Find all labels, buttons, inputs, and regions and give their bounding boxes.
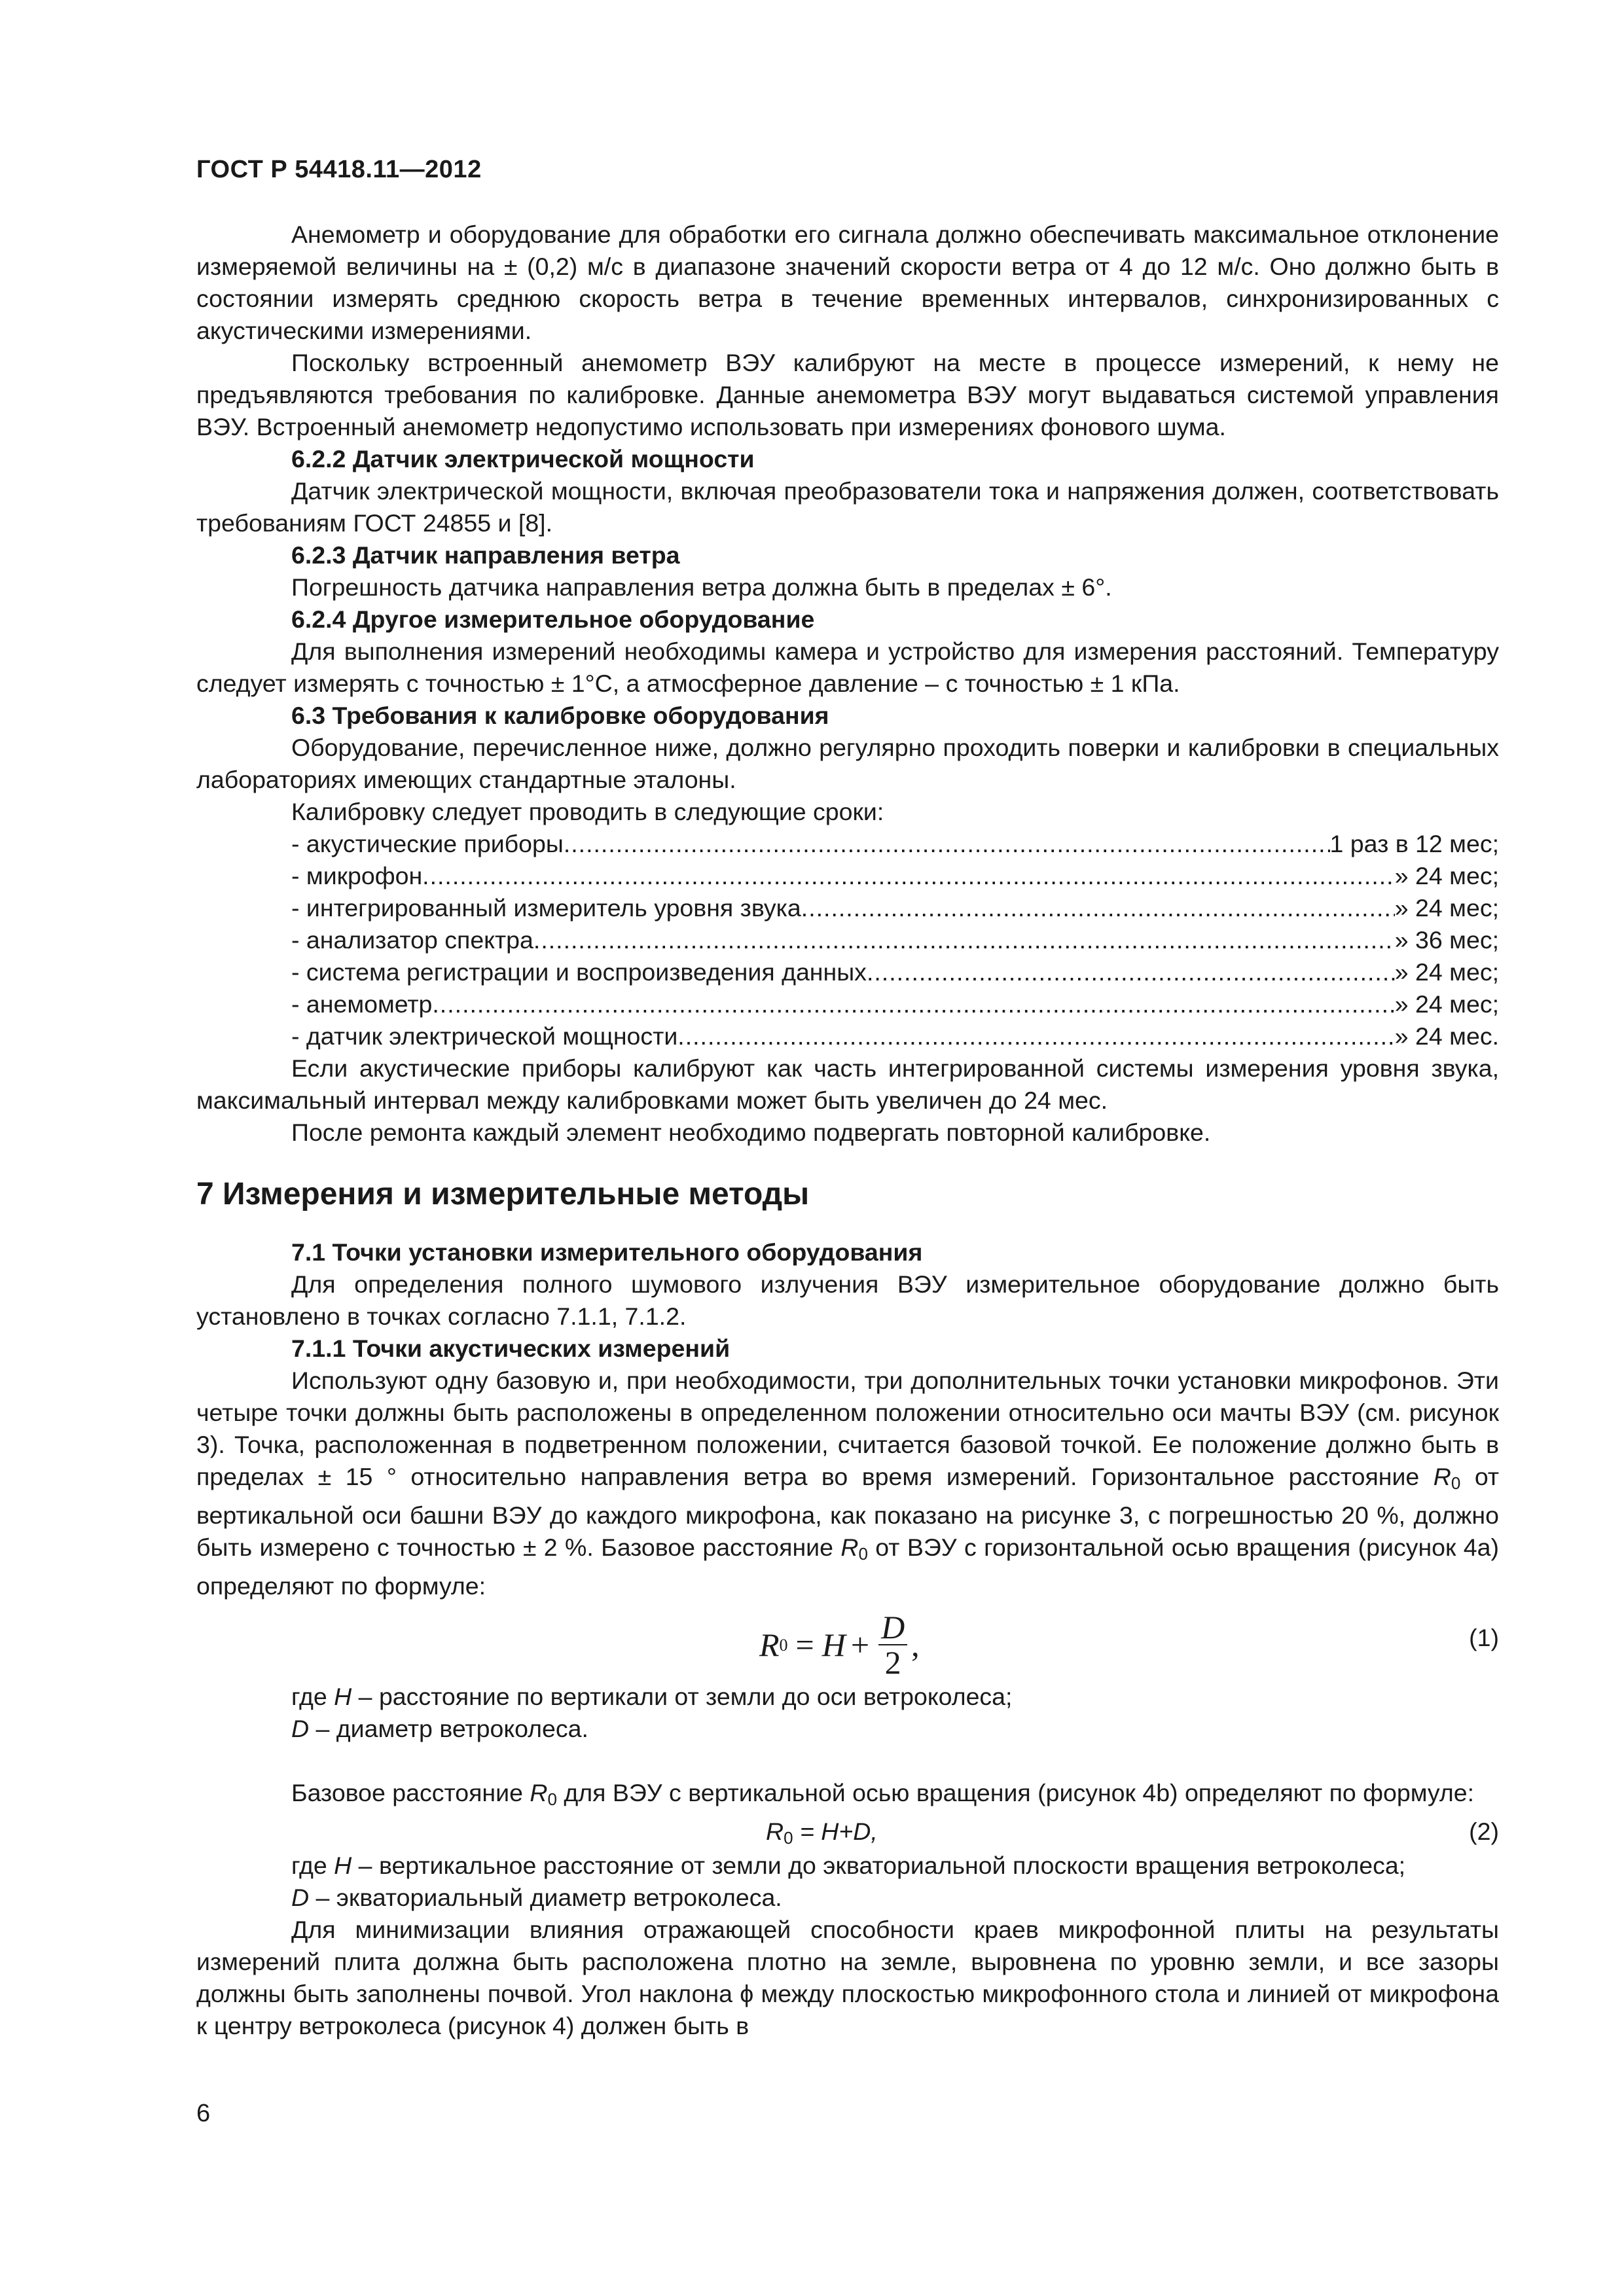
calibration-period: » 36 мес; (1394, 926, 1499, 954)
paragraph: Для минимизации влияния отражающей способности краев микрофонной плиты на результаты измерений плита должна быть расположена плотно на земле, выровнена по уровню земли, и все зазоры должны быть заполнены почвой. Угол наклона ϕ между плоскостью микрофонного стола и линией от микрофона к центру ветроколеса (рисунок 4) должен быть в (196, 1916, 1499, 2039)
calibration-row (291, 988, 1499, 1020)
calibration-item: - датчик электрической мощности (291, 1022, 678, 1050)
subsection-heading: 6.2.2 Датчик электрической мощности (291, 445, 755, 473)
calibration-period: 1 раз в 12 мес; (1329, 830, 1499, 857)
paragraph: Погрешность датчика направления ветра должна быть в пределах ± 6°. (291, 573, 1112, 601)
calibration-item: - акустические приборы (291, 830, 564, 857)
calibration-row (291, 956, 1499, 988)
paragraph: Датчик электрической мощности, включая преобразователи тока и напряжения должен, соответствовать требованиям ГОСТ 24855 и [8]. (196, 477, 1499, 537)
paragraph: Поскольку встроенный анемометр ВЭУ калибруют на месте в процессе измерений, к нему не предъявляются требования по калибровке. Данные анемометра ВЭУ могут выдаваться системой управления ВЭУ. Встроенный анемометр недопустимо использовать при измерениях фонового шума. (196, 349, 1499, 440)
subsection-heading: 6.2.4 Другое измерительное оборудование (291, 605, 815, 633)
paragraph: После ремонта каждый элемент необходимо подвергать повторной калибровке. (291, 1119, 1211, 1146)
subsection-heading: 7.1 Точки установки измерительного оборудования (291, 1238, 923, 1266)
calibration-period: » 24 мес; (1394, 990, 1499, 1018)
formula-expression: R 0 = H + $\frac{D}{2}$ , (759, 1609, 920, 1681)
formula-1 (196, 1602, 1499, 1681)
calibration-item: - интегрированный измеритель уровня звука (291, 894, 801, 922)
leader-dots (801, 892, 1395, 924)
leader-dots (564, 828, 1330, 860)
paragraph: Базовое расстояние $R_0$ для ВЭУ с вертикальной осью вращения (рисунок 4b) определяют по формуле: (291, 1779, 1475, 1809)
where-line: где H – расстояние по вертикали от земли до оси ветроколеса; (291, 1683, 1013, 1710)
standard-code: ГОСТ Р 54418.11—2012 (196, 156, 482, 183)
leader-dots (677, 1020, 1395, 1052)
paragraph: Оборудование, перечисленное ниже, должно регулярно проходить поверки и калибровки в специальных лабораториях имеющих стандартные эталоны. (196, 734, 1499, 793)
formula-2 (196, 1816, 1499, 1850)
leader-dots (432, 988, 1394, 1020)
leader-dots (533, 924, 1395, 956)
paragraph: Калибровку следует проводить в следующие сроки: (291, 798, 884, 825)
calibration-item: - анемометр (291, 990, 433, 1018)
paragraph: Для выполнения измерений необходимы камера и устройство для измерения расстояний. Температуру следует измерять с точностью ± 1°С, а атмосферное давление – с точностью ± 1 кПа. (196, 637, 1499, 697)
calibration-period: » 24 мес; (1394, 894, 1499, 922)
calibration-row (291, 828, 1499, 860)
fraction: $\frac{D}{2}$ (878, 1610, 907, 1679)
section-heading: 7 Измерения и измерительные методы (196, 1177, 810, 1211)
paragraph: Если акустические приборы калибруют как часть интегрированной системы измерения уровня звука, максимальный интервал между калибровками может быть увеличен до 24 мес. (196, 1054, 1499, 1114)
calibration-item: - анализатор спектра (291, 926, 533, 954)
calibration-item: - микрофон (291, 862, 423, 889)
calibration-period: » 24 мес. (1394, 1022, 1499, 1050)
calibration-row (291, 892, 1499, 924)
leader-dots (867, 956, 1395, 988)
paragraph: Анемометр и оборудование для обработки его сигнала должно обеспечивать максимальное отклонение измеряемой величины на ± (0,2) м/с в диапазоне значений скорости ветра от 4 до 12 м/с. Оно должно быть в состоянии измерять среднюю скорость ветра в течение временных интервалов, синхронизированных с акустическими измерениями. (196, 221, 1499, 344)
calibration-period: » 24 мес; (1394, 862, 1499, 889)
calibration-period: » 24 мес; (1394, 958, 1499, 986)
calibration-item: - система регистрации и воспроизведения данных (291, 958, 867, 986)
paragraph: Для определения полного шумового излучения ВЭУ измерительное оборудование должно быть установлено в точках согласно 7.1.1, 7.1.2. (196, 1270, 1499, 1330)
where-line: D – диаметр ветроколеса. (291, 1715, 588, 1742)
subsection-heading: 7.1.1 Точки акустических измерений (291, 1335, 731, 1362)
calibration-row (291, 924, 1499, 956)
subsection-heading: 6.3 Требования к калибровке оборудования (291, 702, 829, 729)
where-line: D – экваториальный диаметр ветроколеса. (291, 1884, 782, 1911)
leader-dots (422, 860, 1395, 892)
formula-expression: $R_0 = H+D$, (766, 1818, 878, 1848)
calibration-row (291, 860, 1499, 892)
paragraph: Используют одну базовую и, при необходимости, три дополнительных точки установки микрофонов. Эти четыре точки должны быть расположены в определенном положении относительно оси мачты ВЭУ (см. рисунок 3). Точка, расположенная в подветренном положении, считается базовой точкой. Ее положение должно быть в пределах ± 15 ° относительно направления ветра во время измерений. Горизонтальное расстояние $R_0$ от вертикальной оси башни ВЭУ до каждого микрофона, как показано на рисунке 3, с погрешностью 20 %, должно быть измерено с точностью ± 2 %. Базовое расстояние $R_0$ от ВЭУ с горизонтальной осью вращения (рисунок 4а) определяют по формуле: (196, 1367, 1500, 1600)
subsection-heading: 6.2.3 Датчик направления ветра (291, 541, 680, 569)
page-body (196, 219, 1499, 2042)
equation-number: (1) (1469, 1624, 1499, 1651)
calibration-list (196, 828, 1499, 1052)
where-line: где H – вертикальное расстояние от земли до экваториальной плоскости вращения ветроколеса; (291, 1852, 1406, 1879)
page-number: 6 (196, 2100, 211, 2127)
equation-number: (2) (1469, 1818, 1499, 1845)
calibration-row (291, 1020, 1499, 1052)
